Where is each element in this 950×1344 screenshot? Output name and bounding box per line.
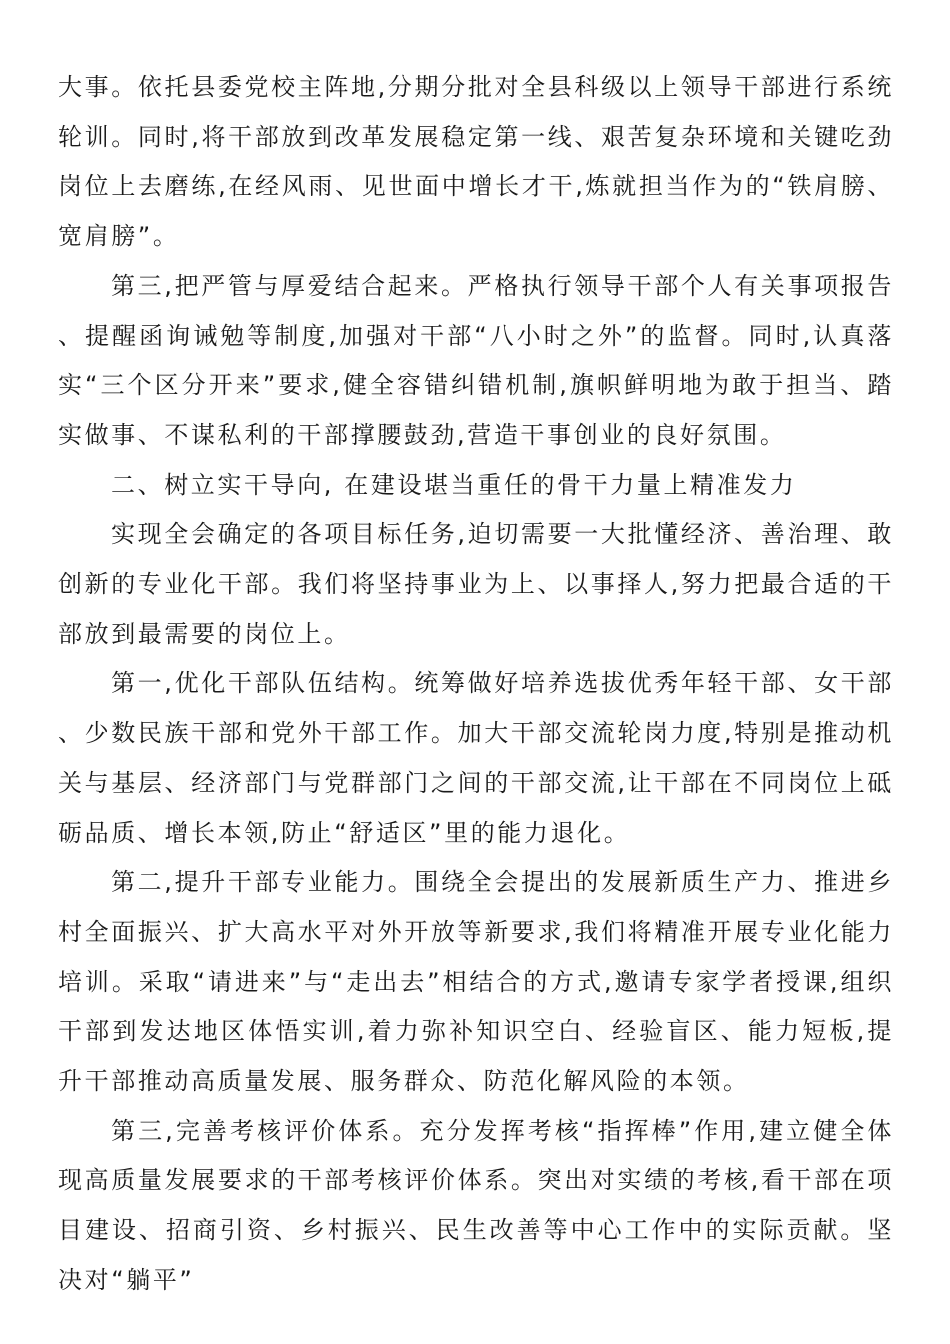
paragraph-strict-management-and-care: 第三,把严管与厚爱结合起来。严格执行领导干部个人有关事项报告、提醒函询诫勉等制度,加强对干部“八小时之外”的监督。同时,认真落实“三个区分开来”要求,健全容错纠错机制,旗帜鲜明地为敢于担当、踏实做事、不谋私利的干部撑腰鼓劲,营造干事创业的良好氛围。 bbox=[58, 271, 894, 449]
paragraph-improve-professional-ability: 第二,提升干部专业能力。围绕全会提出的发展新质生产力、推进乡村全面振兴、扩大高水平对外开放等新要求,我们将精准开展专业化能力培训。采取“请进来”与“走出去”相结合的方式,邀请专家学者授课,组织干部到发达地区体悟实训,着力弥补知识空白、经验盲区、能力短板,提升干部推动高质量发展、服务群众、防范化解风险的本领。 bbox=[58, 868, 894, 1096]
paragraph-cadre-training-continuation: 大事。依托县委党校主阵地,分期分批对全县科级以上领导干部进行系统轮训。同时,将干部放到改革发展稳定第一线、艰苦复杂环境和关键吃劲岗位上去磨练,在经风雨、见世面中增长才干,炼就担当作为的“铁肩膀、宽肩膀”。 bbox=[58, 73, 894, 251]
paragraph-professional-cadres-intro: 实现全会确定的各项目标任务,迫切需要一大批懂经济、善治理、敢创新的专业化干部。我们将坚持事业为上、以事择人,努力把最合适的干部放到最需要的岗位上。 bbox=[58, 520, 894, 648]
section-heading-practical-orientation: 二、树立实干导向, 在建设堪当重任的骨干力量上精准发力 bbox=[111, 470, 797, 499]
document-page bbox=[58, 63, 894, 1306]
paragraph-improve-evaluation-system: 第三,完善考核评价体系。充分发挥考核“指挥棒”作用,建立健全体现高质量发展要求的干部考核评价体系。突出对实绩的考核,看干部在项目建设、招商引资、乡村振兴、民生改善等中心工作中的实际贡献。坚决对“躺平” bbox=[58, 1116, 894, 1294]
paragraph-optimize-cadre-structure: 第一,优化干部队伍结构。统筹做好培养选拔优秀年轻干部、女干部、少数民族干部和党外干部工作。加大干部交流轮岗力度,特别是推动机关与基层、经济部门与党群部门之间的干部交流,让干部在不同岗位上砥砺品质、增长本领,防止“舒适区”里的能力退化。 bbox=[58, 669, 894, 847]
